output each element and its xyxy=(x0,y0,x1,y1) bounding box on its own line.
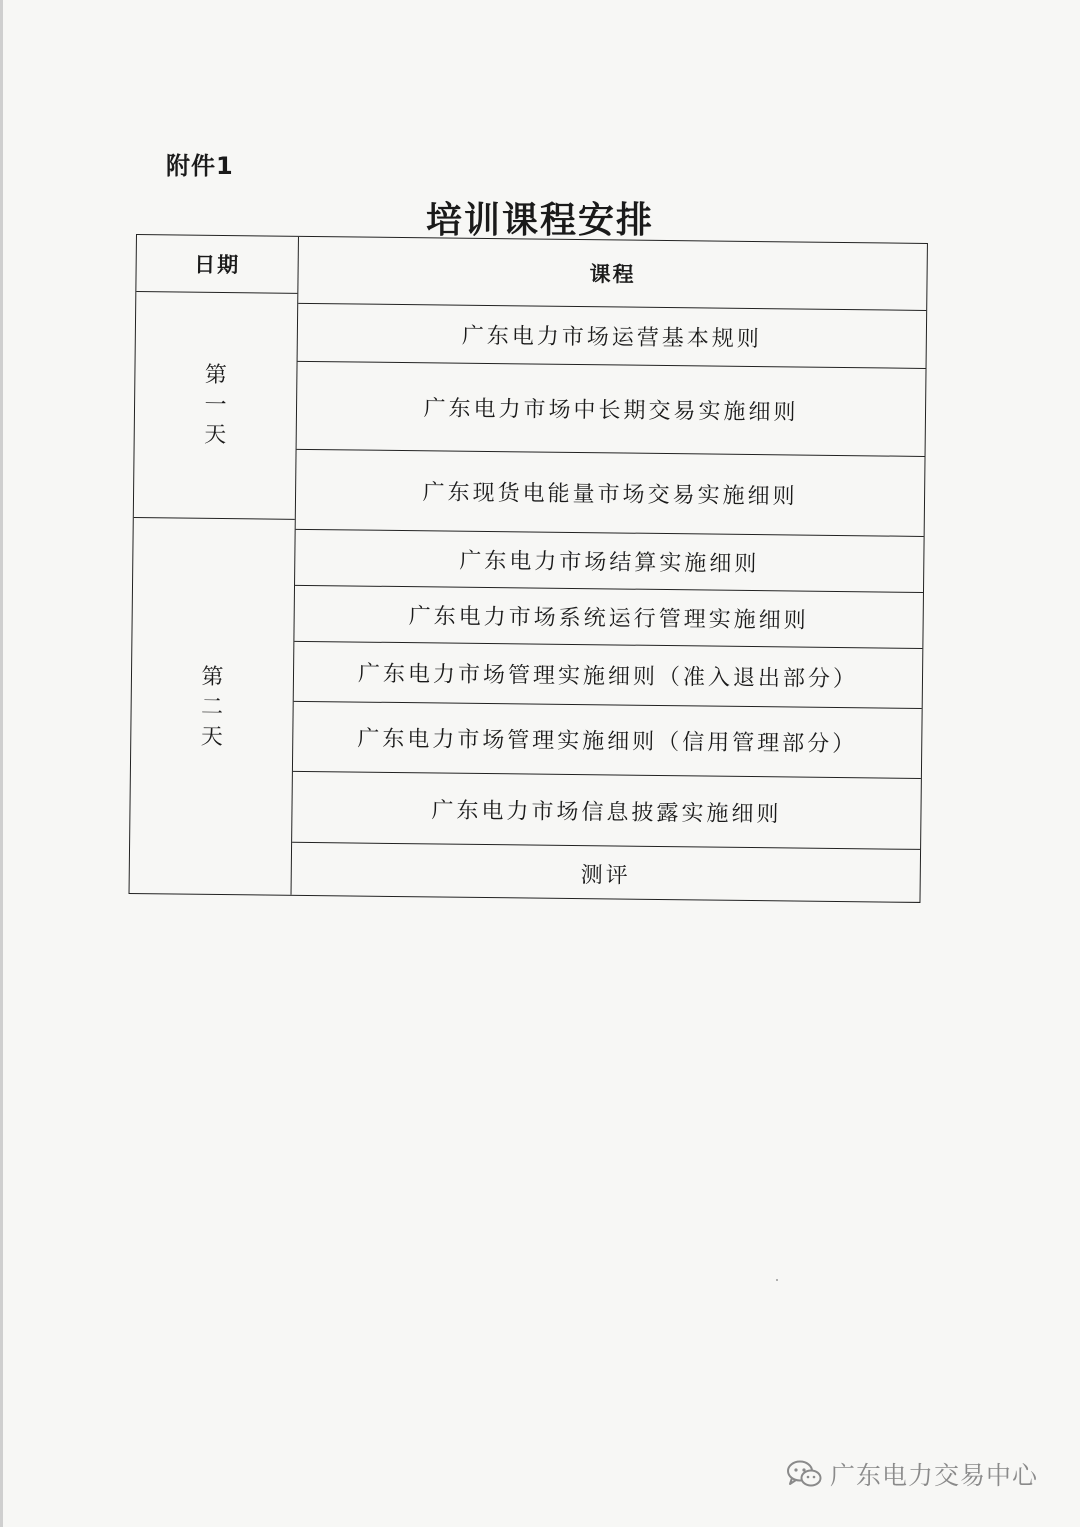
schedule-table xyxy=(129,234,928,903)
course-row: 广东电力市场管理实施细则（信用管理部分） xyxy=(293,702,922,779)
speck xyxy=(776,1279,778,1281)
course-row: 广东电力市场中长期交易实施细则 xyxy=(297,362,926,457)
course-row: 广东电力市场信息披露实施细则 xyxy=(292,772,921,850)
course-column xyxy=(292,237,927,902)
wechat-icon xyxy=(786,1460,822,1488)
course-row: 广东电力市场结算实施细则 xyxy=(295,530,924,593)
day-two-cell xyxy=(130,518,295,897)
day-one-cell xyxy=(134,292,298,520)
date-header: 日期 xyxy=(136,235,298,294)
day-one-label: 第一天 xyxy=(204,362,228,448)
day-two-label: 第二天 xyxy=(200,664,224,750)
attachment-label: 附件1 xyxy=(166,152,234,180)
document-title: 培训课程安排 xyxy=(425,200,654,241)
course-row: 测评 xyxy=(580,862,631,889)
course-row: 广东现货电能量市场交易实施细则 xyxy=(296,450,925,537)
course-header: 课程 xyxy=(298,237,927,311)
date-column xyxy=(130,235,299,895)
course-row: 广东电力市场系统运行管理实施细则 xyxy=(294,586,923,649)
watermark-text: 广东电力交易中心 xyxy=(830,1461,1039,1490)
course-row: 广东电力市场管理实施细则（准入退出部分） xyxy=(294,642,923,709)
watermark xyxy=(786,1456,1038,1492)
course-row: 广东电力市场运营基本规则 xyxy=(298,304,927,369)
